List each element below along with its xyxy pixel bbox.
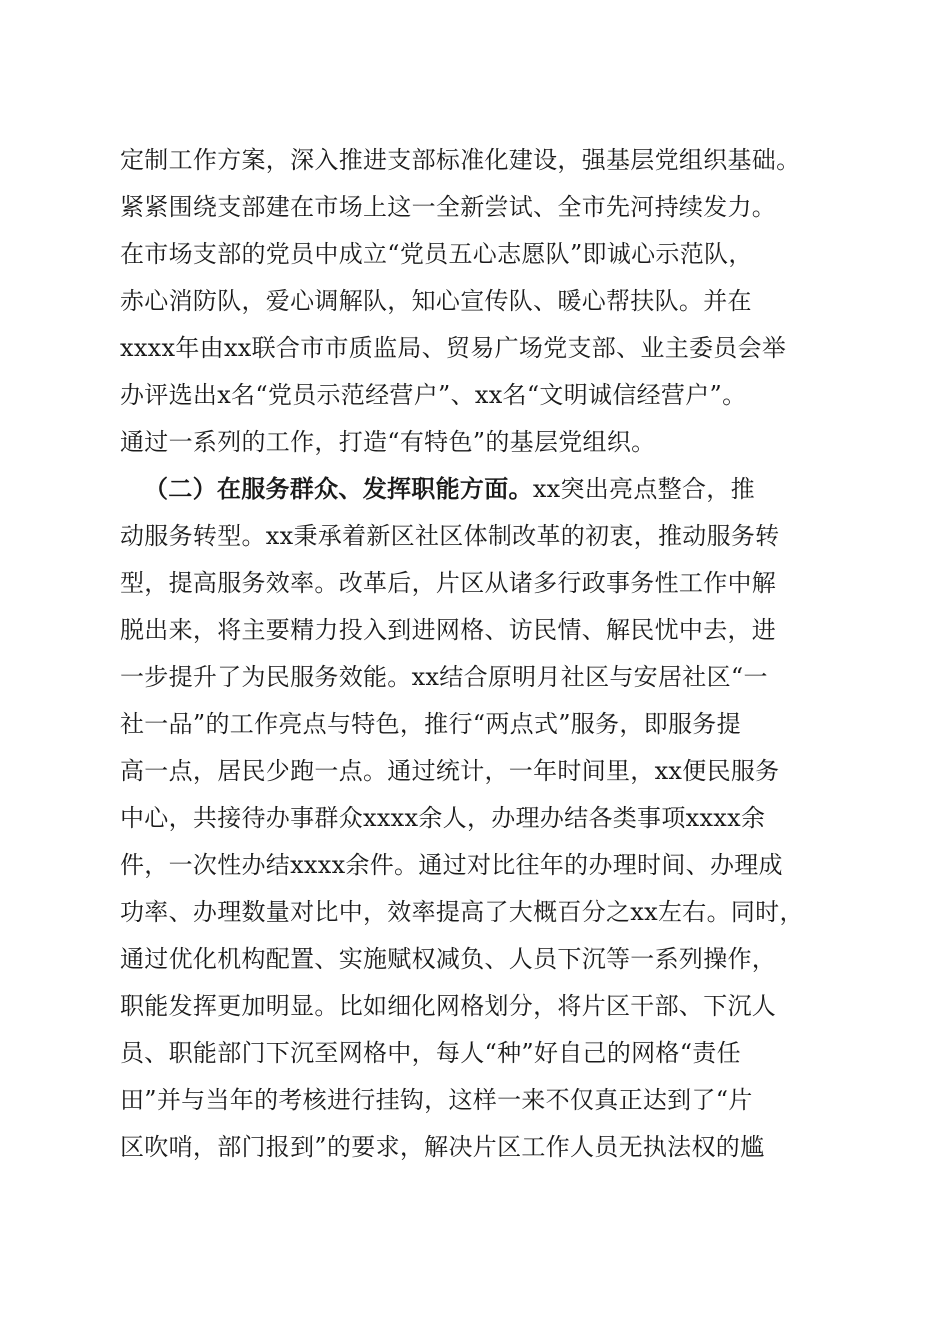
paragraph-line: 中心，共接待办事群众xxxx余人，办理办结各类事项xxxx余 — [120, 804, 766, 832]
paragraph-line: 办评选出x名“党员示范经营户”、xx名“文明诚信经营户”。 — [120, 381, 747, 409]
paragraph-line: 高一点，居民少跑一点。通过统计，一年时间里，xx便民服务 — [120, 757, 780, 785]
paragraph-line: 赤心消防队，爱心调解队，知心宣传队、暖心帮扶队。并在 — [120, 287, 752, 315]
section-first-line — [144, 469, 840, 509]
paragraph-line: 在市场支部的党员中成立“党员五心志愿队”即诚心示范队， — [120, 240, 753, 268]
paragraph-line: 通过一系列的工作，打造“有特色”的基层党组织。 — [120, 428, 656, 456]
paragraph-line: 功率、办理数量对比中，效率提高了大概百分之xx左右。同时， — [120, 898, 804, 926]
paragraph-line: xxxx年由xx联合市市质监局、贸易广场党支部、业主委员会举 — [120, 334, 787, 362]
paragraph-line: 通过优化机构配置、实施赋权减负、人员下沉等一系列操作， — [120, 945, 777, 973]
paragraph-line: 职能发挥更加明显。比如细化网格划分，将片区干部、下沉人 — [120, 992, 777, 1020]
paragraph-line: 社一品”的工作亮点与特色，推行“两点式”服务，即服务提 — [120, 710, 741, 738]
paragraph-line: 定制工作方案，深入推进支部标准化建设，强基层党组织基础。 — [120, 146, 801, 174]
paragraph-line: 紧紧围绕支部建在市场上这一全新尝试、全市先河持续发力。 — [120, 193, 777, 221]
paragraph-line: 田”并与当年的考核进行挂钩，这样一来不仅真正达到了“片 — [120, 1086, 753, 1114]
paragraph-line: 型，提高服务效率。改革后，片区从诸多行政事务性工作中解 — [120, 569, 777, 597]
paragraph-line: 员、职能部门下沉至网格中，每人“种”好自己的网格“责任 — [120, 1039, 741, 1067]
section-first-line-text: xx突出亮点整合，推 — [532, 475, 755, 503]
paragraph-line: 区吹哨，部门报到”的要求，解决片区工作人员无执法权的尴 — [120, 1133, 765, 1161]
paragraph-line: 脱出来，将主要精力投入到进网格、访民情、解民忧中去，进 — [120, 616, 777, 644]
paragraph-line: 件，一次性办结xxxx余件。通过对比往年的办理时间、办理成 — [120, 851, 783, 879]
paragraph-line: 动服务转型。xx秉承着新区社区体制改革的初衷，推动服务转 — [120, 522, 780, 550]
section-heading: （二）在服务群众、发挥职能方面。 — [144, 474, 533, 503]
paragraph-line: 一步提升了为民服务效能。xx结合原明月社区与安居社区“一 — [120, 663, 768, 691]
